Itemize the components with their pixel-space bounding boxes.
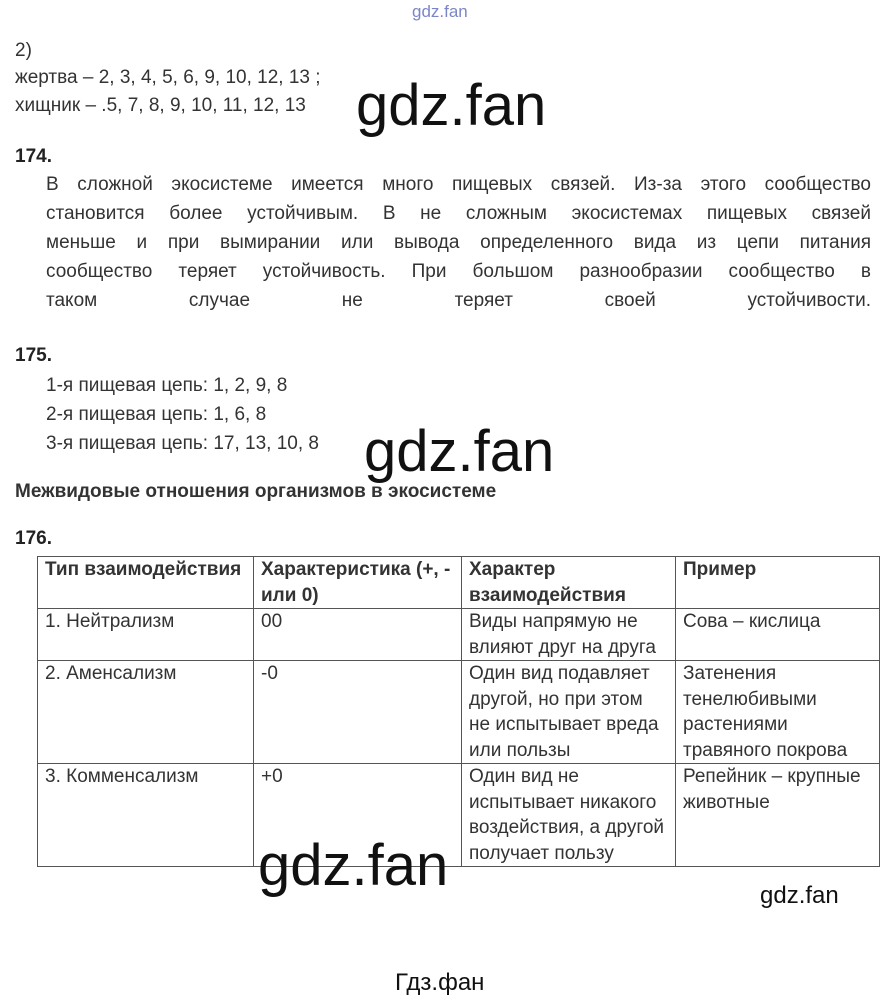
table-cell: Сова – кислица (676, 609, 880, 661)
table-cell: 1. Нейтрализм (38, 609, 254, 661)
watermark-small: gdz.fan (760, 882, 839, 909)
watermark-3: gdz.fan (258, 833, 449, 898)
text-line: становится более устойчивым. В не сложным экосистемах пищевых связей (46, 203, 871, 224)
task-175-number: 175. (15, 345, 52, 366)
text-line: В сложной экосистеме имеется много пищевых связей. Из-за этого сообщество (46, 174, 871, 195)
table-cell: 2. Аменсализм (38, 661, 254, 764)
watermark-1: gdz.fan (356, 73, 547, 138)
table-header-row (38, 557, 880, 609)
food-chain-1: 1-я пищевая цепь: 1, 2, 9, 8 (46, 375, 288, 396)
table-cell: +0 (254, 764, 462, 867)
table-header-cell: Характеристика (+, - или 0) (254, 557, 462, 609)
task-176-number: 176. (15, 528, 52, 549)
table-header-cell: Тип взаимодействия (38, 557, 254, 609)
table-cell: 3. Комменсализм (38, 764, 254, 867)
table-cell: Репейник – крупные животные (676, 764, 880, 867)
victim-line: жертва – 2, 3, 4, 5, 6, 9, 10, 12, 13 ; (15, 67, 321, 88)
section-label: 2) (15, 40, 32, 61)
food-chain-3: 3-я пищевая цепь: 17, 13, 10, 8 (46, 433, 319, 454)
text-line: таком случае не теряет своей устойчивости. (46, 290, 871, 311)
text-line: сообщество теряет устойчивость. При большом разнообразии сообщество в (46, 261, 871, 282)
table-cell: Один вид подавляет другой, но при этом не испытывает вреда или пользы (462, 661, 676, 764)
table-cell: Затенения тенелюбивыми растениями травяного покрова (676, 661, 880, 764)
table-row (38, 609, 880, 661)
task-174-text (46, 170, 871, 315)
table-header-cell: Характер взаимодействия (462, 557, 676, 609)
interactions-table (37, 556, 880, 867)
section-heading: Межвидовые отношения организмов в экосистеме (15, 481, 497, 502)
table-row (38, 661, 880, 764)
watermark-2: gdz.fan (364, 419, 555, 484)
table-cell: 00 (254, 609, 462, 661)
task-174-number: 174. (15, 146, 52, 167)
table-row (38, 764, 880, 867)
food-chain-2: 2-я пищевая цепь: 1, 6, 8 (46, 404, 267, 425)
table-header-cell: Пример (676, 557, 880, 609)
watermark-bottom: Гдз.фан (395, 969, 485, 996)
table-cell: Один вид не испытывает никакого воздействия, а другой получает пользу (462, 764, 676, 867)
table-cell: Виды напрямую не влияют друг на друга (462, 609, 676, 661)
text-line: меньше и при вымирании или вывода определенного вида из цепи питания (46, 232, 871, 253)
predator-line: хищник – .5, 7, 8, 9, 10, 11, 12, 13 (15, 95, 306, 116)
table-cell: -0 (254, 661, 462, 764)
watermark-top: gdz.fan (412, 2, 468, 21)
